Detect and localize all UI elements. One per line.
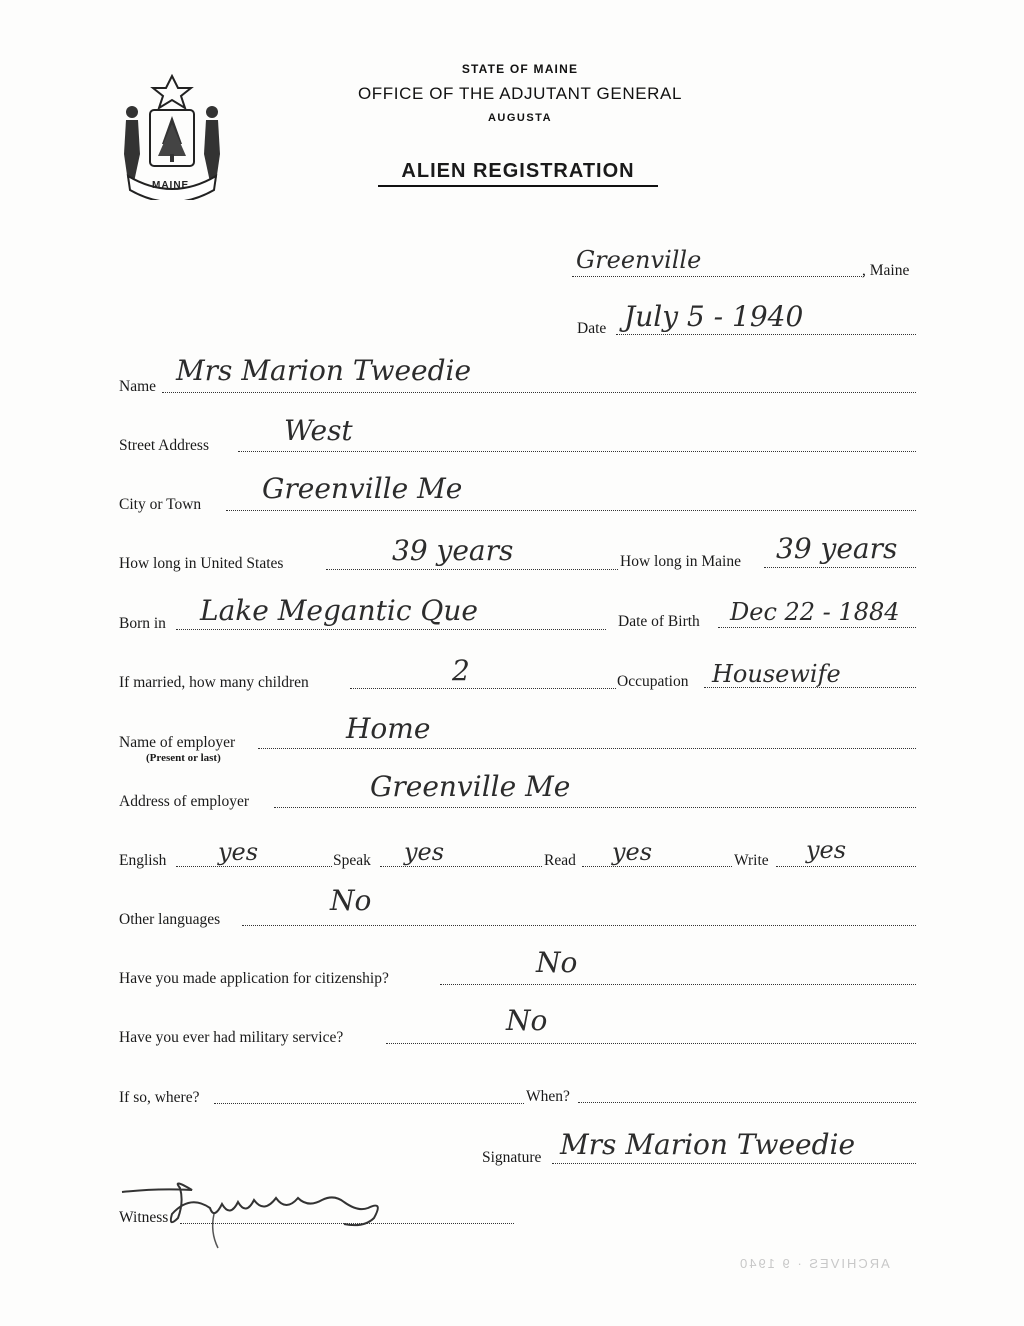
name-line bbox=[162, 392, 916, 393]
signature-value: Mrs Marion Tweedie bbox=[560, 1128, 856, 1161]
name-label: Name bbox=[119, 378, 157, 395]
where-line bbox=[214, 1103, 524, 1104]
english-label: English bbox=[119, 852, 167, 869]
name-value: Mrs Marion Tweedie bbox=[176, 354, 472, 387]
speak-line bbox=[380, 866, 542, 867]
occupation-label: Occupation bbox=[617, 673, 689, 690]
other-languages-line bbox=[242, 925, 916, 926]
citizenship-value: No bbox=[536, 946, 578, 979]
military-line bbox=[386, 1043, 916, 1044]
date-line bbox=[616, 334, 916, 335]
employer-sublabel: (Present or last) bbox=[146, 752, 221, 764]
us-value: 39 years bbox=[392, 534, 514, 567]
children-value: 2 bbox=[452, 654, 470, 687]
dob-line bbox=[718, 627, 916, 628]
city-value: Greenville Me bbox=[262, 472, 463, 505]
children-label: If married, how many children bbox=[119, 674, 309, 691]
signature-label: Signature bbox=[482, 1149, 542, 1166]
us-label: How long in United States bbox=[119, 555, 284, 572]
speak-label: Speak bbox=[333, 852, 371, 869]
maine-label: , Maine bbox=[862, 262, 910, 279]
city-heading: AUGUSTA bbox=[487, 112, 553, 124]
date-label: Date bbox=[577, 320, 607, 337]
read-label: Read bbox=[544, 852, 576, 869]
us-line bbox=[326, 569, 618, 570]
street-line bbox=[238, 451, 916, 452]
witness-label: Witness bbox=[119, 1209, 169, 1226]
maine-duration-label: How long in Maine bbox=[620, 553, 741, 570]
witness-line bbox=[180, 1223, 514, 1224]
city-line bbox=[226, 510, 916, 511]
military-label: Have you ever had military service? bbox=[119, 1029, 344, 1046]
employer-address-line bbox=[274, 807, 916, 808]
military-value: No bbox=[506, 1004, 548, 1037]
born-label: Born in bbox=[119, 615, 166, 632]
children-line bbox=[350, 688, 616, 689]
employer-address-label: Address of employer bbox=[119, 793, 249, 810]
read-line bbox=[582, 866, 732, 867]
date-value: July 5 - 1940 bbox=[624, 300, 804, 333]
citizenship-label: Have you made application for citizenship? bbox=[119, 970, 389, 987]
read-value: yes bbox=[612, 838, 653, 866]
when-label: When? bbox=[526, 1088, 570, 1105]
english-line bbox=[176, 866, 332, 867]
citizenship-line bbox=[440, 984, 916, 985]
occupation-value: Housewife bbox=[712, 660, 841, 688]
city-label: City or Town bbox=[119, 496, 202, 513]
signature-line bbox=[552, 1163, 916, 1164]
street-label: Street Address bbox=[119, 437, 209, 454]
where-label: If so, where? bbox=[119, 1089, 200, 1106]
other-languages-label: Other languages bbox=[119, 911, 221, 928]
form-title: ALIEN REGISTRATION bbox=[378, 160, 658, 187]
seal-text: MAINE bbox=[152, 180, 190, 191]
write-label: Write bbox=[734, 852, 769, 869]
born-value: Lake Megantic Que bbox=[200, 594, 478, 627]
other-languages-value: No bbox=[330, 884, 372, 917]
street-value: West bbox=[284, 414, 353, 447]
speak-value: yes bbox=[404, 838, 445, 866]
employer-address-value: Greenville Me bbox=[370, 770, 571, 803]
employer-value: Home bbox=[346, 712, 431, 745]
write-line bbox=[776, 866, 916, 867]
maine-duration-line bbox=[764, 567, 916, 568]
maine-duration-value: 39 years bbox=[776, 532, 898, 565]
when-line bbox=[578, 1102, 916, 1103]
town-line bbox=[572, 276, 864, 277]
dob-label: Date of Birth bbox=[618, 613, 700, 630]
town-value: Greenville bbox=[576, 246, 702, 274]
state-heading: STATE OF MAINE bbox=[461, 62, 579, 76]
english-value: yes bbox=[218, 838, 259, 866]
archive-stamp: ARCHIVES · 9 1940 bbox=[738, 1256, 890, 1271]
dob-value: Dec 22 - 1884 bbox=[730, 598, 900, 626]
born-line bbox=[176, 629, 606, 630]
employer-line bbox=[258, 748, 916, 749]
office-heading: OFFICE OF THE ADJUTANT GENERAL bbox=[357, 84, 683, 103]
write-value: yes bbox=[806, 836, 847, 864]
employer-label: Name of employer bbox=[119, 734, 236, 751]
